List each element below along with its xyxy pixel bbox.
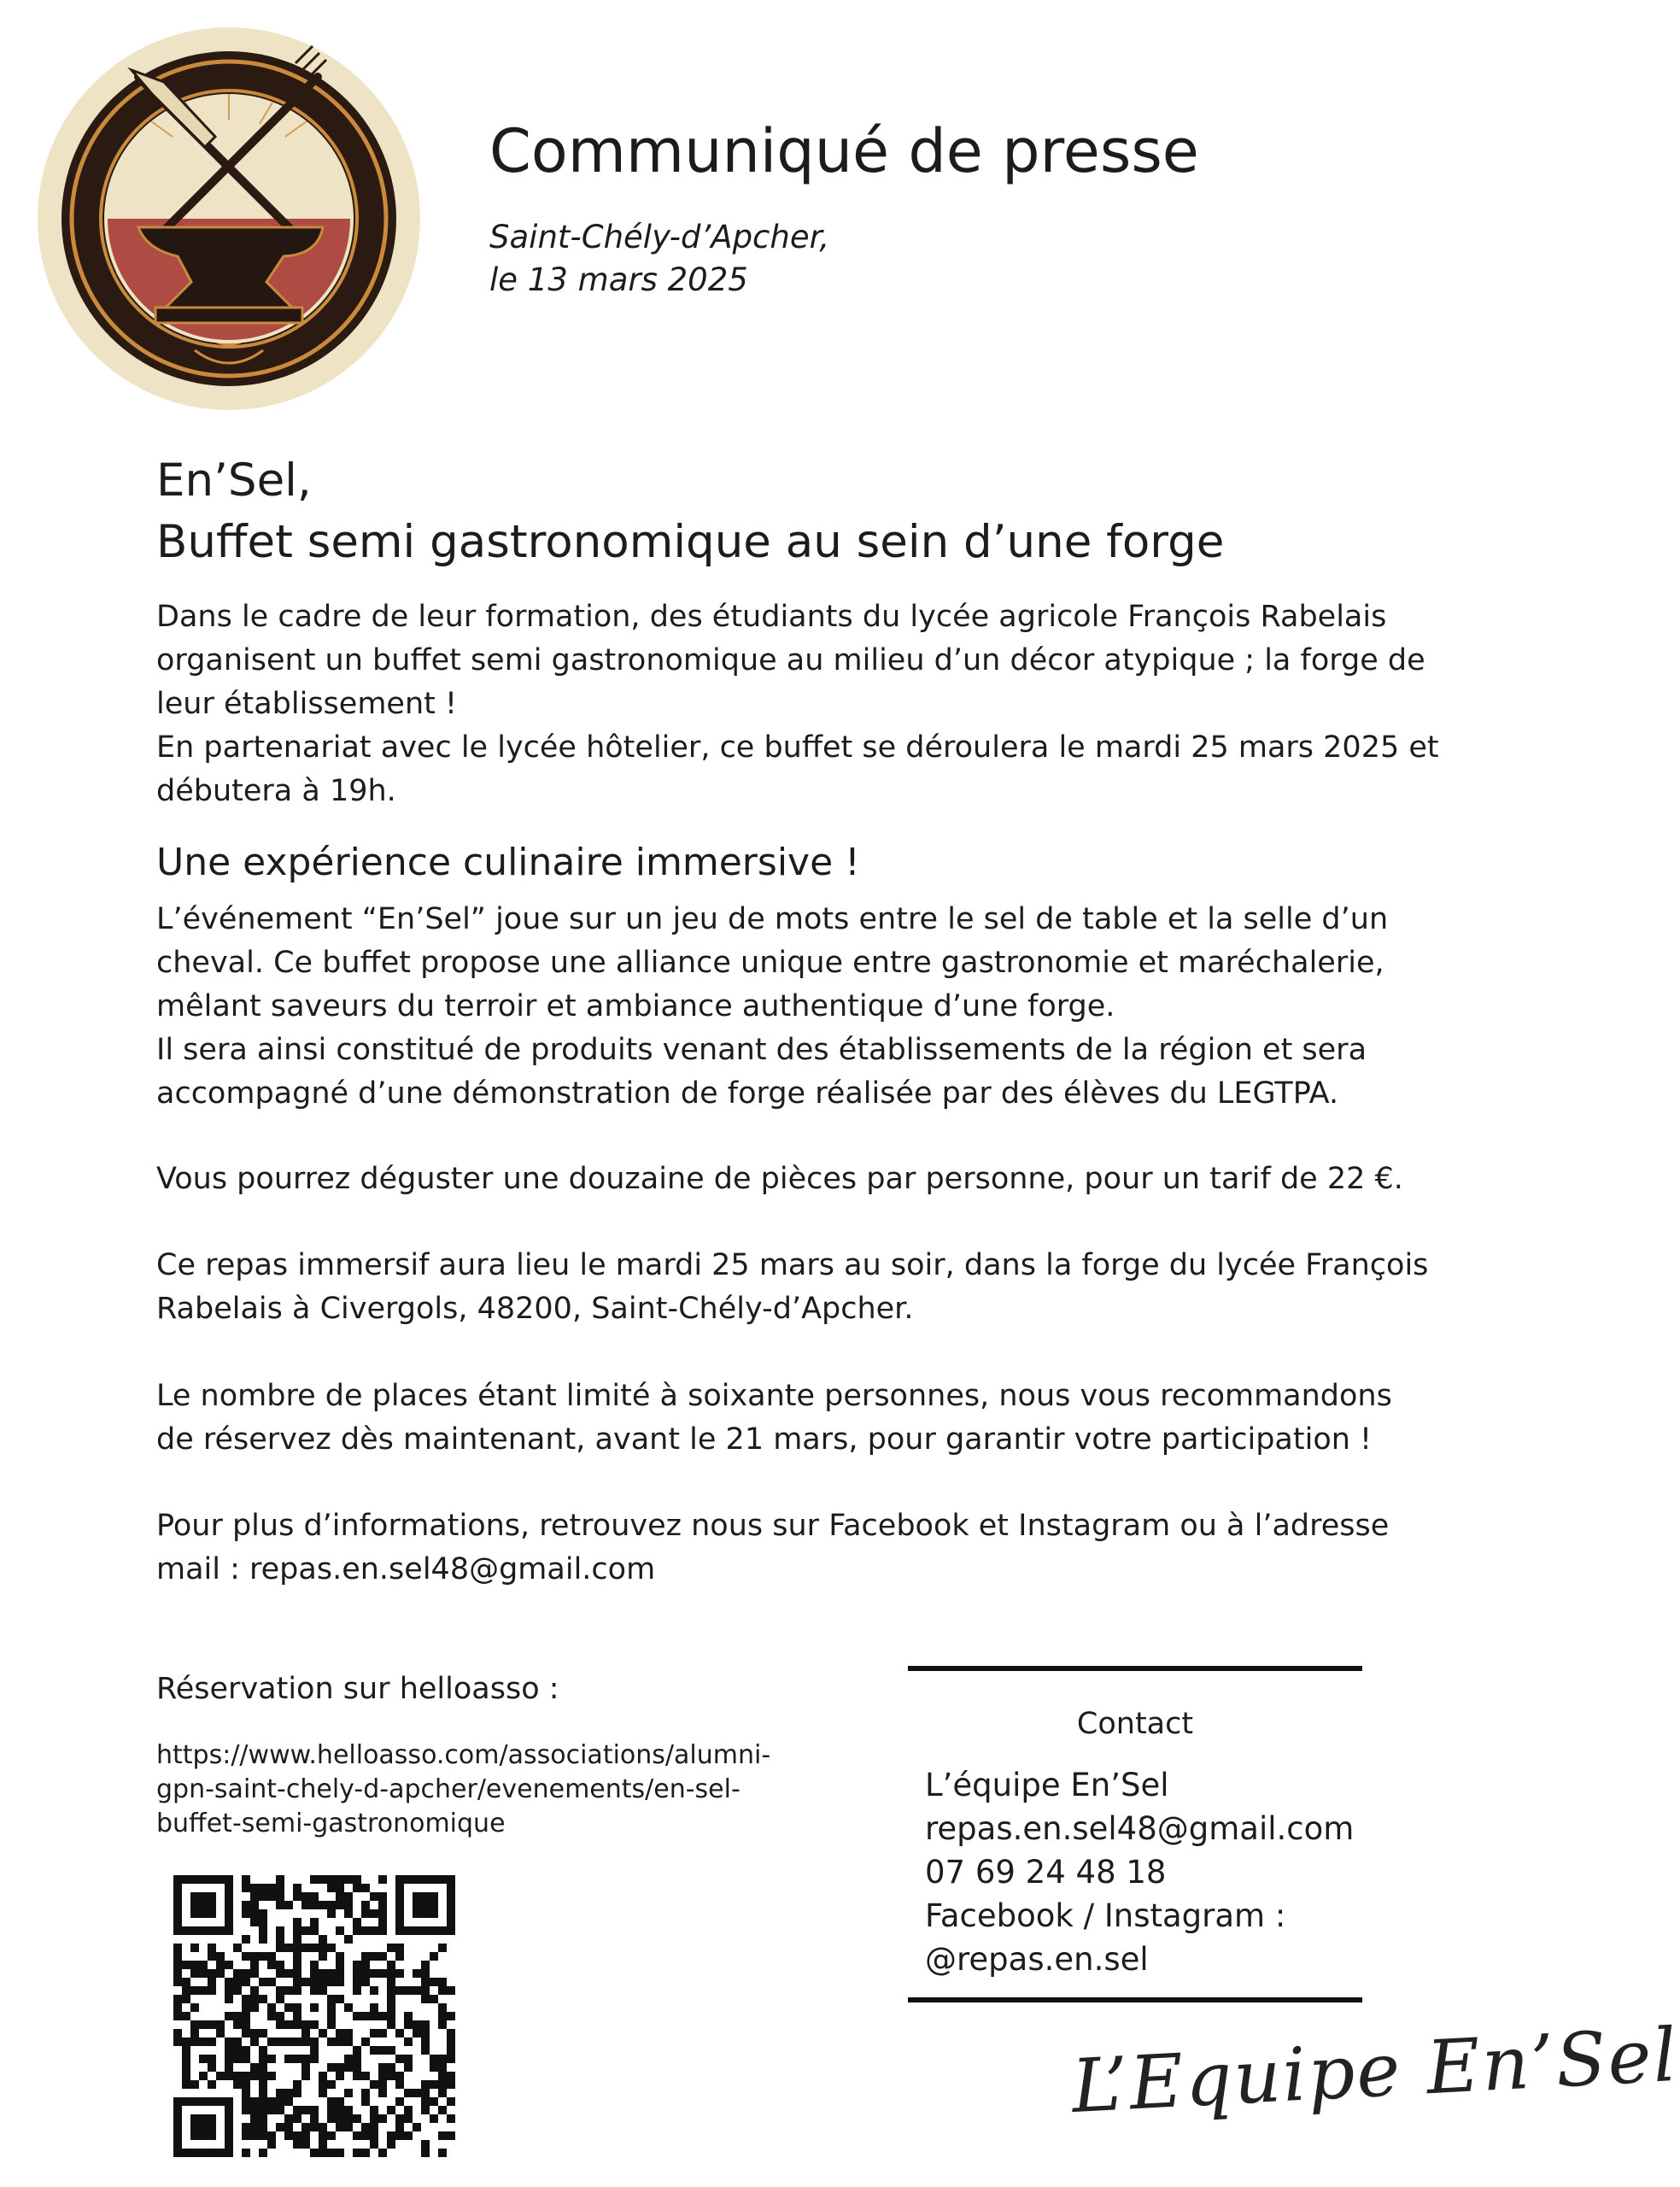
headline-line-2: Buffet semi gastronomique au sein d’une forge <box>156 516 1225 568</box>
intro-line: Dans le cadre de leur formation, des étudiants du lycée agricole François Rabelais <box>156 600 1387 634</box>
intro-line: organisent un buffet semi gastronomique au milieu d’un décor atypique ; la forge de <box>156 643 1425 677</box>
booking-paragraph <box>156 1375 1420 1462</box>
info-paragraph <box>156 1504 1420 1592</box>
contact-bottom-rule <box>908 1997 1362 2002</box>
dateline-place: Saint-Chély-d’Apcher, <box>489 219 830 255</box>
location-line: Rabelais à Civergols, 48200, Saint-Chély-d’Apcher. <box>156 1292 914 1326</box>
location-line: Ce repas immersif aura lieu le mardi 25 mars au soir, dans la forge du lycée François <box>156 1248 1429 1282</box>
intro-line: En partenariat avec le lycée hôtelier, ce buffet se déroulera le mardi 25 mars 2025 et <box>156 730 1439 765</box>
pricing-line: Vous pourrez déguster une douzaine de pièces par personne, pour un tarif de 22 €. <box>156 1162 1403 1196</box>
booking-line: de réservez dès maintenant, avant le 21 mars, pour garantir votre participation ! <box>156 1422 1373 1457</box>
reservation-url-line[interactable]: https://www.helloasso.com/associations/alumni- <box>156 1740 771 1770</box>
section-subheading: Une expérience culinaire immersive ! <box>156 841 860 884</box>
contact-phone[interactable]: 07 69 24 48 18 <box>925 1854 1167 1891</box>
contact-email[interactable]: repas.en.sel48@gmail.com <box>925 1810 1355 1847</box>
event-line: L’événement “En’Sel” joue sur un jeu de mots entre le sel de table et la selle d’un <box>156 902 1389 936</box>
contact-social-handle[interactable]: @repas.en.sel <box>925 1941 1149 1978</box>
qr-code-icon[interactable] <box>173 1875 455 2157</box>
contact-team: L’équipe En’Sel <box>925 1767 1169 1803</box>
logo-emblem <box>36 26 422 412</box>
reservation-link[interactable] <box>156 1738 770 1841</box>
event-line: cheval. Ce buffet propose une alliance unique entre gastronomie et maréchalerie, <box>156 946 1384 980</box>
location-paragraph <box>156 1244 1429 1331</box>
event-line: accompagné d’une démonstration de forge réalisée par des élèves du LEGTPA. <box>156 1076 1339 1111</box>
contact-top-rule <box>908 1666 1362 1671</box>
contact-title: Contact <box>1076 1707 1194 1741</box>
booking-line: Le nombre de places étant limité à soixante personnes, nous vous recommandons <box>156 1379 1392 1413</box>
headline-line-1: En’Sel, <box>156 454 312 507</box>
pricing-paragraph <box>156 1158 1420 1201</box>
intro-line: débutera à 19h. <box>156 774 396 808</box>
info-line[interactable]: mail : repas.en.sel48@gmail.com <box>156 1552 656 1586</box>
reservation-url-line[interactable]: gpn-saint-chely-d-apcher/evenements/en-sel- <box>156 1774 740 1804</box>
event-paragraph <box>156 898 1420 1116</box>
event-line: mêlant saveurs du terroir et ambiance authentique d’une forge. <box>156 989 1115 1023</box>
document-title: Communiqué de presse <box>489 116 1199 186</box>
info-line: Pour plus d’informations, retrouvez nous sur Facebook et Instagram ou à l’adresse <box>156 1509 1390 1543</box>
contact-details <box>925 1763 1354 1981</box>
handwritten-signature: L’Equipe En’Sel <box>1069 2012 1680 2130</box>
intro-line: leur établissement ! <box>156 687 458 721</box>
reservation-label: Réservation sur helloasso : <box>156 1672 559 1706</box>
contact-social-label: Facebook / Instagram : <box>925 1897 1286 1934</box>
dateline-date: le 13 mars 2025 <box>489 261 748 298</box>
intro-paragraph <box>156 595 1439 813</box>
event-line: Il sera ainsi constitué de produits venant des établissements de la région et sera <box>156 1033 1367 1067</box>
reservation-url-line[interactable]: buffet-semi-gastronomique <box>156 1809 506 1838</box>
